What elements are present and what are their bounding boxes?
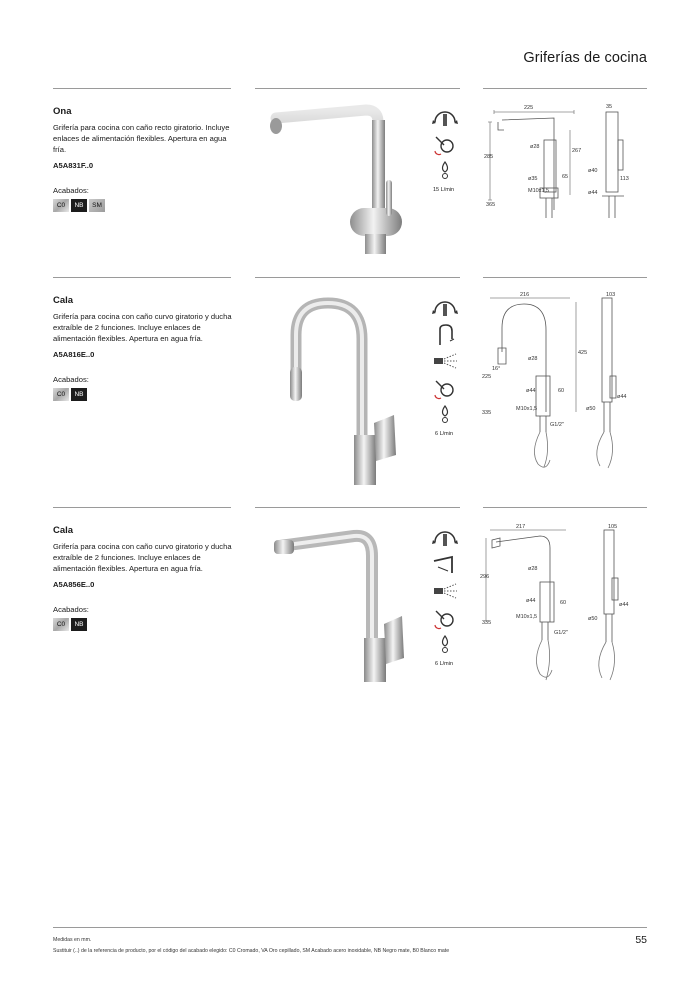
pull-out-shower-icon — [430, 553, 460, 577]
section-divider — [483, 507, 647, 508]
flow-rate-icon — [430, 160, 460, 184]
single-lever-icon — [430, 607, 460, 631]
finishes-label: Acabados: — [53, 375, 89, 384]
product-cala-1 — [53, 295, 238, 401]
dim-label: ø44 — [588, 190, 598, 196]
dim-label: 35 — [606, 104, 613, 110]
swivel-spout-icon — [430, 526, 460, 550]
dim-label: ø28 — [528, 566, 538, 572]
finish-swatches — [53, 388, 238, 401]
finish-swatch-nb: NB — [71, 618, 87, 631]
feature-icons — [430, 526, 460, 667]
dim-label: ø44 — [619, 602, 629, 608]
technical-drawing-cala-2 — [480, 522, 645, 692]
dim-label: 335 — [482, 620, 492, 626]
faucet-photo-cala-2 — [268, 528, 413, 688]
finish-swatch-c0: C0 — [53, 618, 69, 631]
dim-label: 425 — [578, 350, 588, 356]
page-number: 55 — [635, 934, 647, 946]
dim-label: M10x1,5 — [528, 188, 550, 194]
dim-label: 60 — [558, 388, 565, 394]
single-lever-icon — [430, 133, 460, 157]
section-divider — [53, 277, 231, 278]
page-title: Griferías de cocina — [523, 50, 647, 66]
dim-label: G1/2" — [554, 630, 568, 636]
flow-rate-label: 6 L/min — [435, 431, 454, 437]
technical-drawing-cala-1 — [480, 292, 645, 477]
section-divider — [255, 507, 460, 508]
faucet-photo-ona — [262, 100, 412, 260]
dim-label: G1/2" — [550, 422, 564, 428]
product-cala-2 — [53, 525, 238, 631]
footer-units-note: Medidas en mm. — [53, 937, 92, 943]
dim-label: ø50 — [588, 616, 598, 622]
flow-rate-icon — [430, 634, 460, 658]
product-reference: A5A831F..0 — [53, 161, 94, 170]
dim-label: M10x1,5 — [516, 614, 538, 620]
flow-rate-icon — [430, 404, 460, 428]
dim-label: 225 — [482, 374, 492, 380]
dim-label: 285 — [484, 154, 494, 160]
product-reference: A5A856E..0 — [53, 580, 95, 589]
product-description: Grifería para cocina con caño curvo giratorio y ducha extraíble de 2 funciones. Incluye enlaces de alimentación flexibles. Apertura en agua fría. — [53, 312, 232, 343]
dim-label: 65 — [562, 174, 569, 180]
dim-label: ø44 — [617, 394, 627, 400]
finishes-label: Acabados: — [53, 605, 89, 614]
dim-label: ø28 — [528, 356, 538, 362]
product-reference: A5A816E..0 — [53, 350, 95, 359]
feature-icons — [430, 296, 460, 437]
dim-label: ø50 — [586, 406, 596, 412]
product-ona — [53, 106, 238, 212]
two-function-spray-icon — [430, 350, 460, 374]
swivel-spout-icon — [430, 296, 460, 320]
dim-label: ø44 — [526, 388, 536, 394]
two-function-spray-icon — [430, 580, 460, 604]
finish-swatch-nb: NB — [71, 388, 87, 401]
finish-swatches — [53, 618, 238, 631]
section-divider — [483, 88, 647, 89]
finishes-label: Acabados: — [53, 186, 89, 195]
dim-label: ø28 — [530, 144, 540, 150]
technical-drawing-ona — [484, 100, 644, 240]
dim-label: 267 — [572, 148, 582, 154]
section-divider — [53, 507, 231, 508]
swivel-spout-icon — [430, 106, 460, 130]
dim-label: 365 — [486, 202, 496, 208]
section-divider — [53, 88, 231, 89]
dim-label: ø40 — [588, 168, 598, 174]
finish-swatches — [53, 199, 238, 212]
dim-label: 217 — [516, 524, 526, 530]
dim-label: 16° — [492, 366, 501, 372]
dim-label: 216 — [520, 292, 530, 298]
product-description: Grifería para cocina con caño recto giratorio. Incluye enlaces de alimentación flexibles. Apertura en agua fría. — [53, 123, 230, 154]
dim-label: 105 — [608, 524, 618, 530]
dim-label: ø35 — [528, 176, 538, 182]
pull-out-shower-icon — [430, 323, 460, 347]
dim-label: ø44 — [526, 598, 536, 604]
footer-divider — [53, 927, 647, 928]
product-name: Cala — [53, 525, 74, 536]
dim-label: 60 — [560, 600, 567, 606]
section-divider — [483, 277, 647, 278]
feature-icons — [430, 106, 460, 193]
dim-label: 225 — [524, 105, 534, 111]
finish-swatch-sm: SM — [89, 199, 105, 212]
section-divider — [255, 88, 460, 89]
dim-label: 103 — [606, 292, 616, 298]
finish-swatch-nb: NB — [71, 199, 87, 212]
flow-rate-label: 6 L/min — [435, 661, 454, 667]
finish-swatch-c0: C0 — [53, 388, 69, 401]
finish-swatch-c0: C0 — [53, 199, 69, 212]
footer-finish-note: Sustituir (..) de la referencia de producto, por el código del acabado elegido: C0 Cromado, VA Oro cepillado, SM Acabado acero inoxidable, NB Negro mate, B0 Blanco mate — [53, 948, 450, 954]
product-name: Ona — [53, 106, 72, 117]
product-description: Grifería para cocina con caño curvo giratorio y ducha extraíble de 2 funciones. Incluye enlaces de alimentación flexibles. Apertura en agua fría. — [53, 542, 232, 573]
dim-label: 296 — [480, 574, 490, 580]
dim-label: 113 — [620, 176, 629, 182]
dim-label: 335 — [482, 410, 492, 416]
flow-rate-label: 15 L/min — [433, 187, 455, 193]
dim-label: M10x1,5 — [516, 406, 538, 412]
single-lever-icon — [430, 377, 460, 401]
section-divider — [255, 277, 460, 278]
faucet-photo-cala-1 — [282, 295, 412, 490]
product-name: Cala — [53, 295, 74, 306]
